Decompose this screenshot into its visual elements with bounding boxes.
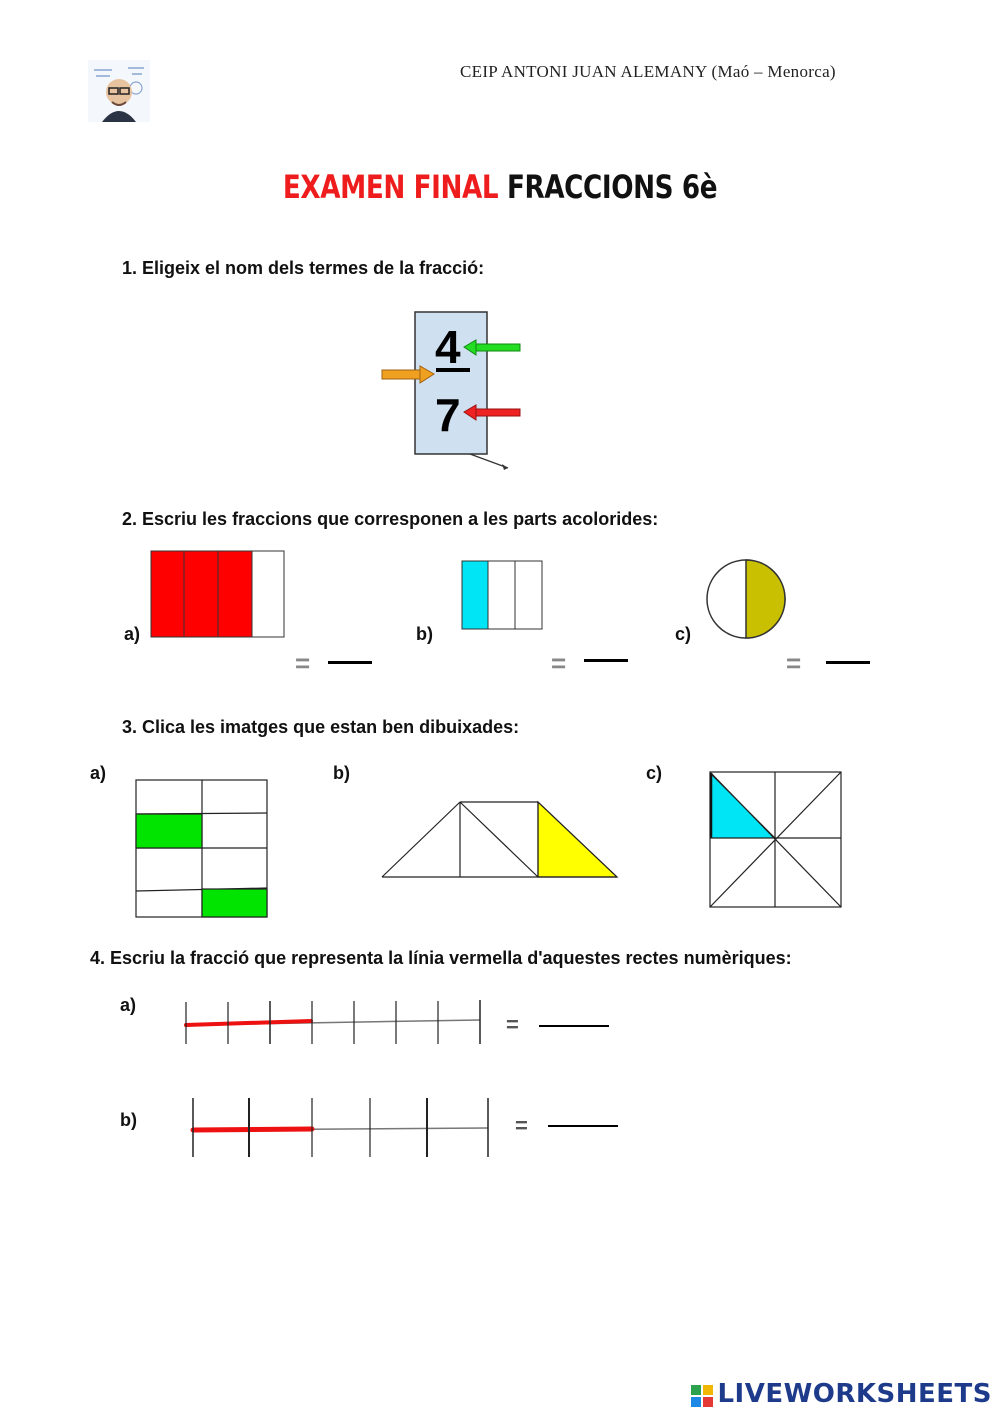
q2-label-c: c)	[675, 624, 692, 644]
q2-equals-c: =	[786, 648, 802, 678]
q3-image-a[interactable]	[134, 779, 270, 919]
q3-label-a: a)	[90, 763, 107, 783]
q2-answer-a[interactable]	[328, 661, 372, 664]
question-3-text: 3. Clica les imatges que estan ben dibuixades:	[122, 717, 520, 737]
q4-number-line-b	[190, 1095, 492, 1160]
q2-equals-b: =	[551, 648, 567, 678]
q2-label-a: a)	[124, 624, 141, 644]
q4-label-b: b)	[120, 1110, 137, 1130]
q2-answer-b[interactable]	[584, 659, 628, 662]
title-exam: EXAMEN FINAL	[282, 168, 499, 206]
q4-equals-a: =	[506, 1012, 519, 1037]
q3-label-c: c)	[646, 763, 663, 783]
q4-answer-a[interactable]	[539, 1025, 609, 1027]
q3-label-b: b)	[333, 763, 350, 783]
q3-image-b[interactable]	[380, 800, 620, 880]
avatar-icon	[88, 60, 150, 122]
school-name: CEIP ANTONI JUAN ALEMANY (Maó – Menorca)	[460, 62, 836, 81]
q2-rectangle-b	[461, 560, 545, 632]
numerator-answer-box[interactable]	[530, 332, 531, 333]
q4-number-line-a	[183, 998, 483, 1048]
liveworksheets-logo	[691, 1379, 992, 1409]
q4-equals-b: =	[515, 1113, 528, 1138]
q2-answer-c[interactable]	[826, 661, 870, 664]
q2-equals-a: =	[295, 648, 311, 678]
fraction-denominator: 7	[435, 389, 461, 441]
q3-image-c[interactable]	[708, 770, 844, 910]
q4-answer-b[interactable]	[548, 1125, 618, 1127]
question-4-text: 4. Escriu la fracció que representa la línia vermella d'aquestes rectes numèriques:	[90, 948, 792, 968]
question-2-text: 2. Escriu les fraccions que corresponen a les parts acolorides:	[122, 509, 659, 529]
q2-circle-c	[704, 558, 790, 642]
title-topic: FRACCIONS 6è	[498, 168, 718, 206]
teacher-avatar	[88, 60, 150, 122]
brand-text: LIVEWORKSHEETS	[717, 1379, 992, 1409]
fraction-numerator: 4	[435, 321, 461, 373]
liveworksheets-logo-icon	[691, 1384, 713, 1406]
page-title	[90, 168, 910, 206]
fraction-diagram	[380, 310, 530, 475]
q2-rectangle-a	[150, 550, 286, 640]
question-1-text: 1. Eligeix el nom dels termes de la fracció:	[122, 258, 485, 278]
q4-label-a: a)	[120, 995, 137, 1015]
q2-label-b: b)	[416, 624, 433, 644]
